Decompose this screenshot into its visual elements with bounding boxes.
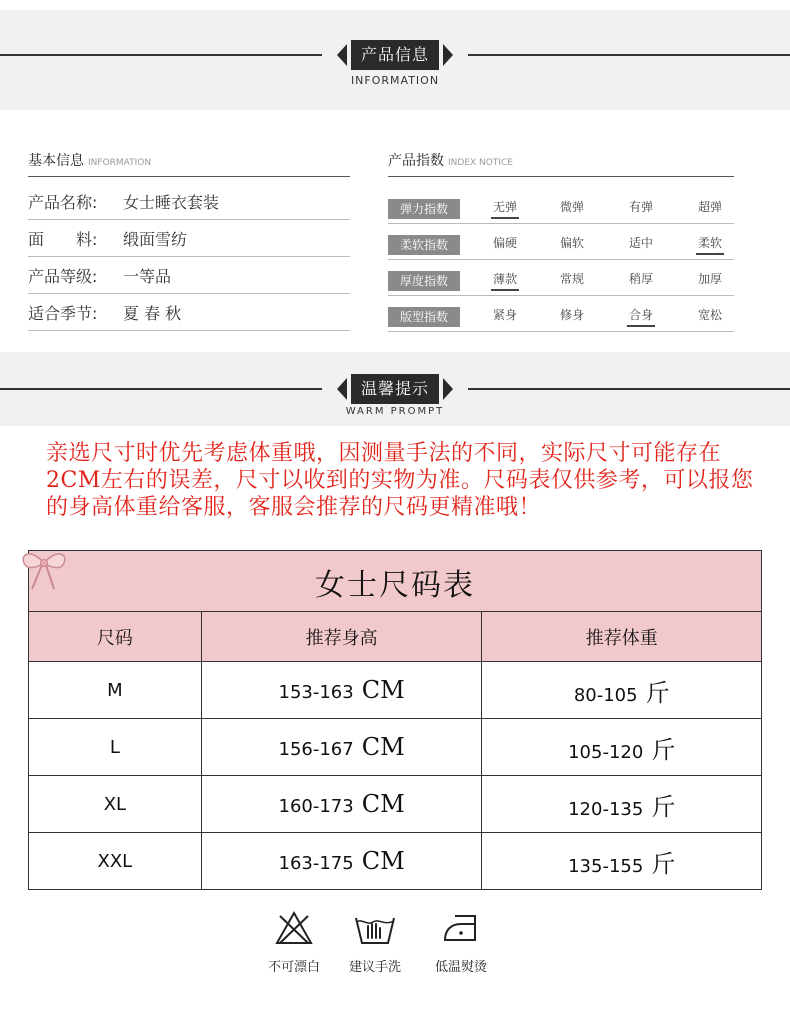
- height-value: 153-163: [278, 682, 354, 703]
- weight-value: 80-105: [573, 684, 638, 706]
- bow-icon: [18, 545, 70, 593]
- banner-subtitle: WARM PROMPT: [345, 406, 445, 417]
- weight-unit: 斤: [651, 792, 676, 821]
- weight-unit: 斤: [651, 849, 676, 878]
- basic-info-heading: [28, 150, 350, 177]
- weight-value: 135-155: [568, 855, 644, 877]
- index-option: 适中: [628, 236, 653, 250]
- index-option: 宽松: [697, 308, 722, 322]
- weight-unit: 斤: [651, 735, 676, 764]
- index-option-selected: 无弹: [485, 198, 525, 215]
- cell-height: [201, 776, 482, 833]
- low-iron-icon: [441, 910, 481, 946]
- index-title: 产品指数: [388, 153, 444, 169]
- index-subtitle: INDEX NOTICE: [448, 158, 513, 168]
- info-value: 女士睡衣套装: [123, 192, 220, 212]
- size-table: [28, 611, 762, 890]
- index-option: 超弹: [697, 200, 722, 214]
- index-option: 常规: [559, 272, 584, 286]
- info-key: 适合季节:: [28, 303, 98, 323]
- table-row: [29, 662, 762, 719]
- index-option: 偏硬: [492, 236, 517, 250]
- index-row-fit: [388, 296, 734, 332]
- height-unit: CM: [361, 847, 405, 875]
- index-label: 版型指数: [388, 307, 460, 327]
- product-info-banner: [0, 10, 790, 110]
- care-label: 建议手洗: [348, 960, 401, 975]
- table-row: [29, 719, 762, 776]
- index-label: 柔软指数: [388, 235, 460, 255]
- height-unit: CM: [361, 676, 405, 704]
- index-option-selected: 柔软: [690, 234, 730, 251]
- index-label: 弹力指数: [388, 199, 460, 219]
- hand-wash-icon: [353, 910, 397, 946]
- info-row-name: [28, 183, 350, 220]
- warm-prompt-text: 亲选尺寸时优先考虑体重哦，因测量手法的不同，实际尺寸可能存在2CM左右的误差，尺寸以收到的实物为准。尺码表仅供参考，可以报您的身高体重给客服，客服会推荐的尺码更精准哦！: [46, 441, 754, 520]
- banner-line-right: [468, 54, 790, 56]
- weight-value: 105-120: [568, 741, 644, 763]
- banner-ribbon: [337, 40, 453, 70]
- index-row-thickness: [388, 260, 734, 296]
- weight-unit: 斤: [645, 678, 670, 707]
- cell-weight: [482, 662, 762, 719]
- banner-line-left: [0, 388, 322, 390]
- no-bleach-icon: [274, 910, 314, 946]
- height-unit: CM: [361, 733, 405, 761]
- cell-weight: [482, 776, 762, 833]
- index-option: 偏软: [559, 236, 584, 250]
- index-row-elasticity: [388, 188, 734, 224]
- height-unit: CM: [361, 790, 405, 818]
- banner-line-left: [0, 54, 322, 56]
- ribbon-tail-right: [443, 44, 453, 66]
- banner-title: 产品信息: [351, 40, 439, 70]
- info-value: 缎面雪纺: [123, 229, 188, 249]
- banner-ribbon: [337, 374, 453, 404]
- header-weight: 推荐体重: [482, 612, 762, 662]
- info-value: 夏 春 秋: [123, 303, 182, 323]
- basic-info-subtitle: INFORMATION: [88, 158, 152, 168]
- ribbon-tail-left: [337, 378, 347, 400]
- table-row: [29, 833, 762, 890]
- cell-height: [201, 662, 482, 719]
- cell-weight: [482, 833, 762, 890]
- weight-value: 120-135: [568, 798, 644, 820]
- cell-weight: [482, 719, 762, 776]
- care-hand-wash: [335, 910, 415, 975]
- header-height: 推荐身高: [201, 612, 482, 662]
- banner-subtitle: INFORMATION: [350, 74, 440, 87]
- index-option: 微弹: [559, 200, 584, 214]
- height-value: 160-173: [278, 796, 354, 817]
- info-key: 产品名称:: [28, 192, 98, 212]
- cell-size: L: [29, 719, 202, 776]
- info-key: 面 料:: [28, 229, 98, 249]
- index-option: 加厚: [697, 272, 722, 286]
- index-option-selected: 薄款: [485, 270, 525, 287]
- index-option: 有弹: [628, 200, 653, 214]
- cell-size: XL: [29, 776, 202, 833]
- info-row-fabric: [28, 220, 350, 257]
- info-value: 一等品: [123, 266, 172, 286]
- cell-height: [201, 719, 482, 776]
- index-option: 稍厚: [628, 272, 653, 286]
- basic-info-title: 基本信息: [28, 153, 84, 169]
- index-option-selected: 合身: [621, 306, 661, 323]
- care-low-iron: [421, 910, 501, 975]
- cell-height: [201, 833, 482, 890]
- info-key: 产品等级:: [28, 266, 98, 286]
- header-size: 尺码: [29, 612, 202, 662]
- banner-title: 温馨提示: [351, 374, 439, 404]
- banner-line-right: [468, 388, 790, 390]
- care-label: 不可漂白: [267, 960, 320, 975]
- table-row: [29, 776, 762, 833]
- index-heading: [388, 150, 734, 177]
- size-table-header: [29, 612, 762, 662]
- care-no-bleach: [254, 910, 334, 975]
- index-label: 厚度指数: [388, 271, 460, 291]
- size-table-title: 女士尺码表: [28, 550, 762, 612]
- index-option: 紧身: [492, 308, 517, 322]
- index-row-softness: [388, 224, 734, 260]
- info-row-grade: [28, 257, 350, 294]
- height-value: 156-167: [278, 739, 354, 760]
- care-label: 低温熨烫: [434, 960, 487, 975]
- ribbon-tail-right: [443, 378, 453, 400]
- info-row-season: [28, 294, 350, 331]
- cell-size: XXL: [29, 833, 202, 890]
- index-option: 修身: [559, 308, 584, 322]
- height-value: 163-175: [278, 853, 354, 874]
- warm-prompt-banner: [0, 352, 790, 426]
- ribbon-tail-left: [337, 44, 347, 66]
- cell-size: M: [29, 662, 202, 719]
